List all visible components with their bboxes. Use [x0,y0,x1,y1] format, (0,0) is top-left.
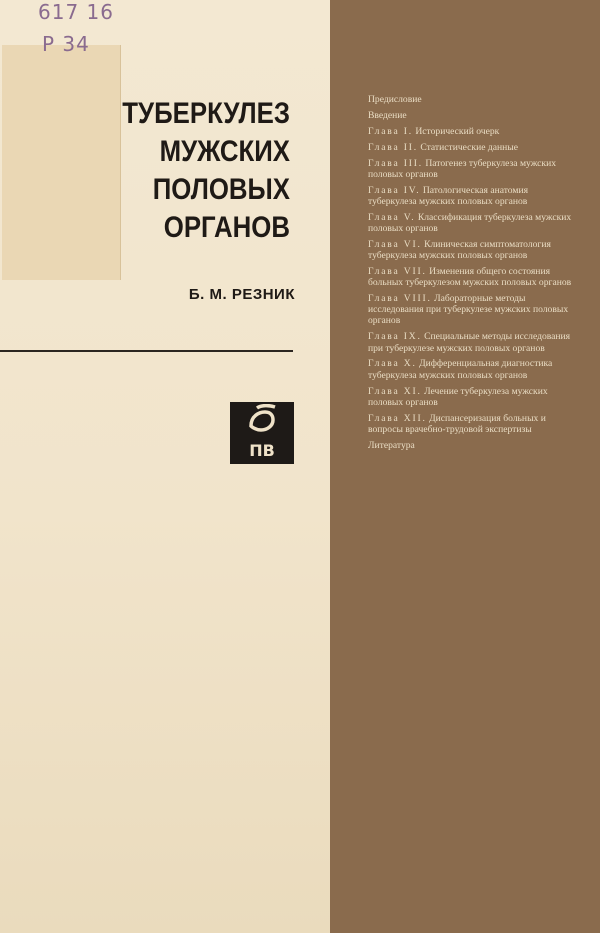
toc-item: Глава VIII. Лабораторные методы исследования при туберкулезе мужских половых органов [368,293,569,327]
toc-item: Глава IX. Специальные методы исследования при туберкулезе мужских половых органов [368,331,571,354]
toc-item: Глава XII. Диспансеризация больных и вопросы врачебно-трудовой экспертизы [368,412,546,435]
publisher-b-glyph-icon [245,404,279,434]
publisher-logo-text: ПВ [249,441,275,460]
library-code-bottom: P 34 [42,32,90,56]
library-code-top: 617 16 [38,0,114,24]
title-line-1: ТУБЕРКУЛЕЗ [122,97,290,130]
toc-item: Предисловие [368,94,422,105]
book-title [0,95,290,247]
publisher-logo [230,402,294,464]
toc-item: Глава II. Статистические данные [368,141,518,153]
title-line-2: МУЖСКИХ [159,135,290,168]
divider-rule [0,350,293,352]
toc-item: Глава III. Патогенез туберкулеза мужских половых органов [368,157,556,180]
title-line-4: ОРГАНОВ [163,211,290,244]
toc-item: Глава XI. Лечение туберкулеза мужских половых органов [368,385,548,408]
toc-item: Глава I. Исторический очерк [368,125,500,137]
toc-item: Глава IV. Патологическая анатомия туберкулеза мужских половых органов [368,184,529,207]
book-author: Б. М. РЕЗНИК [188,286,295,303]
toc-item: Введение [368,109,407,121]
toc-item: Глава VI. Клиническая симптоматология туберкулеза мужских половых органов [368,238,551,262]
table-of-contents [368,94,575,456]
toc-item: Глава V. Классификация туберкулеза мужских половых органов [368,211,572,234]
toc-item: Глава VII. Изменения общего состояния больных туберкулезом мужских половых органов [368,265,572,289]
toc-item: Литература [368,439,415,451]
title-line-3: ПОЛОВЫХ [152,173,290,206]
toc-item: Глава X. Дифференциальная диагностика туберкулеза мужских половых органов [368,358,553,381]
